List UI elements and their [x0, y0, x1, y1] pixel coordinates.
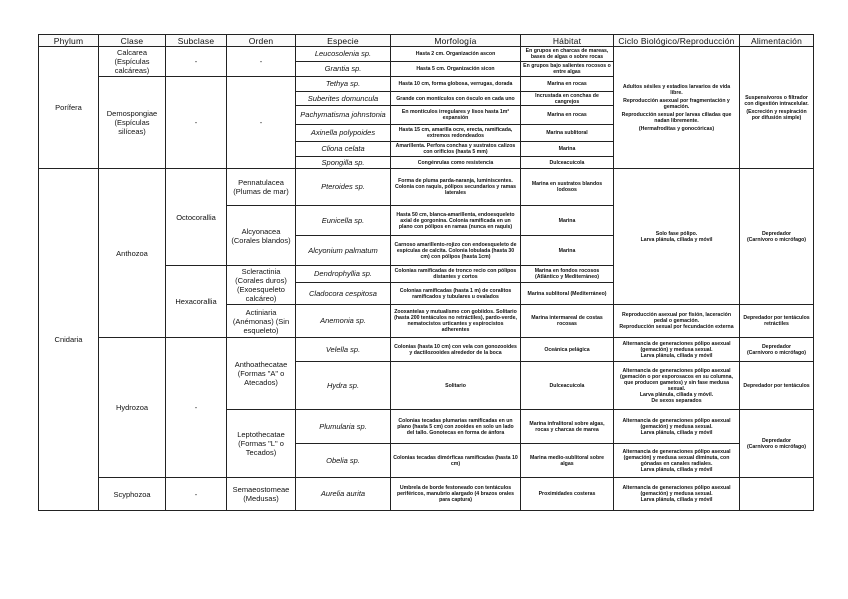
- alimentacion-text: (Carnívoro o micrófago): [746, 443, 807, 450]
- especie-cell: Velella sp.: [296, 338, 391, 362]
- habitat-cell: Marina sublitoral (Mediterráneo): [521, 283, 614, 305]
- phylum-cnidaria: Cnidaria: [39, 169, 99, 511]
- orden-semaeostomeae: Semaeostomeae (Medusas): [227, 478, 296, 511]
- habitat-cell: Marina: [521, 142, 614, 157]
- morfologia-cell: Grande con montículos con ósculo en cada uno: [391, 92, 521, 106]
- header-habitat: Hábitat: [521, 35, 614, 47]
- alimentacion-aurelia: [740, 478, 814, 511]
- header-alimentacion: Alimentación: [740, 35, 814, 47]
- alimentacion-hydra: Depredador por tentáculos: [740, 362, 814, 410]
- alimentacion-text: Suspensívoros o filtrador con digestión intracelular.: [744, 94, 809, 107]
- ciclo-obelia: [614, 444, 740, 478]
- ciclo-text: Alternancia de generaciones pólipo asexual (gemación o por esporosacos en su columna, que producen gametos) y sin fase medusa sexual.: [620, 367, 733, 392]
- ciclo-velella: [614, 338, 740, 362]
- especie-cell: Leucosolenia sp.: [296, 47, 391, 62]
- alimentacion-velella: [740, 338, 814, 362]
- especie-cell: Suberites domuncula: [296, 92, 391, 106]
- header-subclase: Subclase: [166, 35, 227, 47]
- habitat-cell: En grupos bajo salientes rocosos o entre algas: [521, 62, 614, 77]
- habitat-cell: Marina en rocas: [521, 106, 614, 125]
- morfologia-cell: Zooxantelas y mutualismo con gobiidos. Solitario (hasta 200 tentáculos no retráctiles), pardo-verde, nematocistos urticantes y espirocistos adherentes: [391, 305, 521, 338]
- orden-leptothecatae: Leptothecatae (Formas "L" o Tecados): [227, 410, 296, 478]
- habitat-cell: Marina sublitoral: [521, 125, 614, 142]
- orden-alcyonacea: Alcyonacea (Corales blandos): [227, 206, 296, 266]
- especie-cell: Aurelia aurita: [296, 478, 391, 511]
- alimentacion-anthozoa: [740, 169, 814, 305]
- especie-cell: Cliona celata: [296, 142, 391, 157]
- clase-anthozoa: Anthozoa: [99, 169, 166, 338]
- ciclo-text: Alternancia de generaciones pólipo asexual (gemación) y medusa sexual.: [622, 417, 731, 430]
- habitat-cell: Marina infralitoral sobre algas, rocas y charcas de marea: [521, 410, 614, 444]
- orden-actiniaria: Actiniaria (Anémonas) (Sin esqueleto): [227, 305, 296, 338]
- habitat-cell: Dulceacuícola: [521, 362, 614, 410]
- ciclo-text: De sexos separados: [651, 397, 702, 404]
- classification-sheet: [38, 34, 813, 511]
- table-row: [39, 169, 814, 206]
- especie-cell: Dendrophyllia sp.: [296, 266, 391, 283]
- especie-cell: Axinella polypoides: [296, 125, 391, 142]
- alimentacion-porifera: [740, 47, 814, 169]
- clase-calcarea: Calcarea (Espículas calcáreas): [99, 47, 166, 77]
- table-row: [39, 338, 814, 362]
- clase-demospongiae: Demospongiae (Espículas silíceas): [99, 77, 166, 169]
- especie-cell: Pteroides sp.: [296, 169, 391, 206]
- especie-cell: Cladocora cespitosa: [296, 283, 391, 305]
- ciclo-text: Larva plánula, ciliada y móvil: [640, 497, 713, 503]
- ciclo-text: Reproducción asexual por fisión, laceración pedal o gemación.: [622, 312, 731, 324]
- morfologia-cell: Umbrela de borde festoneado con tentáculos periféricos, manubrio alargado (4 brazos orales para captura): [391, 478, 521, 511]
- header-morfologia: Morfología: [391, 35, 521, 47]
- subclase-demospongiae: -: [166, 77, 227, 169]
- alimentacion-text: (Carnívoro o micrófago): [746, 349, 807, 356]
- habitat-cell: Dulceacuícola: [521, 157, 614, 169]
- habitat-cell: Marina medio-sublitoral sobre algas: [521, 444, 614, 478]
- orden-demospongiae: -: [227, 77, 296, 169]
- ciclo-text: Reproducción sexual por larvas ciliadas que nadan libremente.: [621, 111, 732, 124]
- table-row: [39, 478, 814, 511]
- habitat-cell: Marina en fondos rocosos (Atlántico y Mediterráneo): [521, 266, 614, 283]
- ciclo-text: Reproducción asexual por fragmentación y gemación.: [623, 97, 730, 110]
- morfologia-cell: Hasta 50 cm, blanca-amarillenta, endoesqueleto axial de gorgonina. Colonia ramificada en un plano con pólipos en ramas (nunca en raquis): [391, 206, 521, 236]
- alimentacion-text: (Excreción y respiración por difusión simple): [746, 108, 807, 121]
- habitat-cell: Incrustada en conchas de cangrejos: [521, 92, 614, 106]
- subclase-octocorallia: Octocorallia: [166, 169, 227, 266]
- especie-cell: Spongilla sp.: [296, 157, 391, 169]
- especie-cell: Eunicella sp.: [296, 206, 391, 236]
- orden-scleractinia: Scleractinia (Corales duros) (Exoesqueleto calcáreo): [227, 266, 296, 305]
- subclase-calcarea: -: [166, 47, 227, 77]
- morfologia-cell: Colonias ramificadas de tronco recio con pólipos distantes y cortos: [391, 266, 521, 283]
- morfologia-cell: Colonias tecadas plumarias ramificadas en un plano (hasta 5 cm) con zooides en solo un lado del tallo. Gonotecas en forma de ánfora: [391, 410, 521, 444]
- ciclo-porifera: [614, 47, 740, 169]
- ciclo-text: Larva plánula, ciliada y móvil: [640, 352, 713, 359]
- morfologia-cell: En montículos irregulares y lisos hasta 1m² expansión: [391, 106, 521, 125]
- ciclo-text: Larva plánula, ciliada y móvil: [640, 429, 713, 436]
- especie-cell: Anemonia sp.: [296, 305, 391, 338]
- morfologia-cell: Colonias ramificadas (hasta 1 m) de coralitos ramificados y tubulares u ovalados: [391, 283, 521, 305]
- morfologia-cell: Colonias tecadas dimórficas ramificadas (hasta 10 cm): [391, 444, 521, 478]
- morfologia-cell: Colonias (hasta 10 cm) con vela con gonozooides y dactilozooides alrededor de la boca: [391, 338, 521, 362]
- orden-anthoathecatae: Anthoathecatae (Formas "A" o Atecados): [227, 338, 296, 410]
- alimentacion-actiniaria: Depredador por tentáculos retráctiles: [740, 305, 814, 338]
- ciclo-text: (Hermafroditas y gonocóricas): [638, 125, 715, 132]
- taxonomy-table: [38, 34, 814, 511]
- habitat-cell: Marina en sustratos blandos lodosos: [521, 169, 614, 206]
- especie-cell: Alcyonium palmatum: [296, 236, 391, 266]
- header-clase: Clase: [99, 35, 166, 47]
- especie-cell: Tethya sp.: [296, 77, 391, 92]
- alimentacion-text: (Carnívoro o micrófago): [746, 236, 807, 243]
- morfologia-cell: Amarillenta. Perfora conchas y sustratos calizos con orificios (hasta 5 mm): [391, 142, 521, 157]
- ciclo-text: Larva plánula, ciliada y móvil: [640, 236, 713, 243]
- clase-hydrozoa: Hydrozoa: [99, 338, 166, 478]
- header-row: [39, 35, 814, 47]
- orden-pennatulacea: Pennatulacea (Plumas de mar): [227, 169, 296, 206]
- morfologia-cell: Hasta 2 cm. Organización ascon: [391, 47, 521, 62]
- subclase-scyphozoa: -: [166, 478, 227, 511]
- ciclo-text: Alternancia de generaciones pólipo asexual (gemación) y medusa sexual.: [622, 485, 731, 497]
- habitat-cell: Marina en rocas: [521, 77, 614, 92]
- alimentacion-text: Depredador: [761, 437, 792, 444]
- especie-cell: Plumularia sp.: [296, 410, 391, 444]
- ciclo-anthozoa: [614, 169, 740, 305]
- alimentacion-text: Depredador: [761, 343, 792, 350]
- morfologia-cell: Congénrulas como resistencia: [391, 157, 521, 169]
- header-orden: Orden: [227, 35, 296, 47]
- morfologia-cell: Hasta 10 cm, forma globosa, verrugas, dorada: [391, 77, 521, 92]
- morfologia-cell: Solitario: [391, 362, 521, 410]
- ciclo-actiniaria: [614, 305, 740, 338]
- alimentacion-leptothecatae: [740, 410, 814, 478]
- ciclo-text: Reproducción sexual por fecundación externa: [619, 324, 734, 330]
- habitat-cell: Marina: [521, 236, 614, 266]
- habitat-cell: Oceánica pelágica: [521, 338, 614, 362]
- especie-cell: Pachymatisma johnstonia: [296, 106, 391, 125]
- habitat-cell: Marina: [521, 206, 614, 236]
- header-ciclo: Ciclo Biológico/Reproducción: [614, 35, 740, 47]
- ciclo-text: Larva plánula, ciliada y móvil.: [639, 391, 714, 398]
- ciclo-text: Adultos sésiles y estadios larvarios de vida libre.: [622, 83, 731, 96]
- especie-cell: Obelia sp.: [296, 444, 391, 478]
- subclase-hexacorallia: Hexacorallia: [166, 266, 227, 338]
- ciclo-text: Alternancia de generaciones pólipo asexual (gemación) y medusa sexual.: [622, 340, 731, 353]
- habitat-cell: En grupos en charcas de mareas, bases de algas o sobre rocas: [521, 47, 614, 62]
- morfologia-cell: Carnoso amarillento-rojizo con endoesqueleto de espículas de calcita. Colonia lobulada (hasta 30 cm) con pólipos (hasta 1cm): [391, 236, 521, 266]
- morfologia-cell: Hasta 15 cm, amarilla ocre, erecta, ramificada, extremos redondeados: [391, 125, 521, 142]
- morfologia-cell: Forma de pluma parda-naranja, luminiscentes. Colonia con raquis, pólipos secundarios y ramas laterales: [391, 169, 521, 206]
- ciclo-text: Alternancia de generaciones pólipo asexual (gemación) y medusa sexual diminuta, con gónadas en canales radiales.: [622, 448, 731, 467]
- orden-calcarea: -: [227, 47, 296, 77]
- phylum-porifera: Porífera: [39, 47, 99, 169]
- header-phylum: Phylum: [39, 35, 99, 47]
- clase-scyphozoa: Scyphozoa: [99, 478, 166, 511]
- morfologia-cell: Hasta 5 cm. Organización sicon: [391, 62, 521, 77]
- ciclo-hydra: [614, 362, 740, 410]
- ciclo-text: Solo fase pólipo.: [655, 230, 698, 237]
- especie-cell: Hydra sp.: [296, 362, 391, 410]
- ciclo-plumularia: [614, 410, 740, 444]
- header-especie: Especie: [296, 35, 391, 47]
- habitat-cell: Proximidades costeras: [521, 478, 614, 511]
- table-row: [39, 47, 814, 62]
- habitat-cell: Marina intermareal de costas rocosas: [521, 305, 614, 338]
- ciclo-aurelia: [614, 478, 740, 511]
- especie-cell: Grantia sp.: [296, 62, 391, 77]
- alimentacion-text: Depredador: [761, 230, 792, 237]
- subclase-hydrozoa: -: [166, 338, 227, 478]
- ciclo-text: Larva plánula, ciliada y móvil: [640, 466, 713, 473]
